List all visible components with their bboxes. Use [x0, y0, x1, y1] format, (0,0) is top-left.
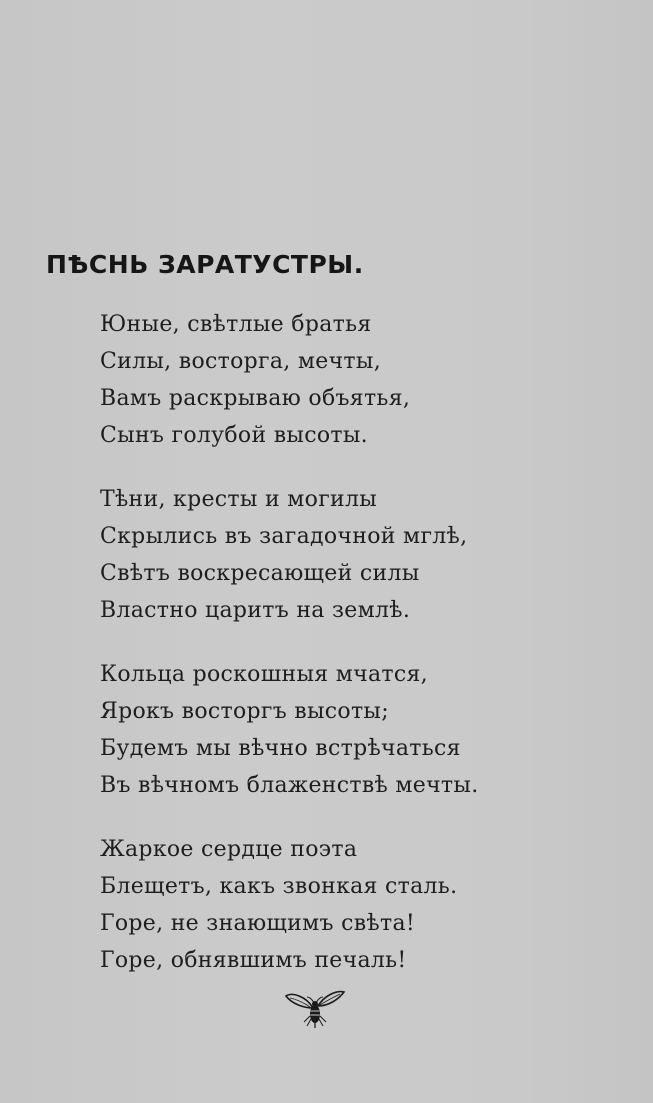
bee-vignette-icon	[282, 988, 348, 1030]
poem-line: Кольца роскошныя мчатся,	[100, 662, 428, 687]
poem-line: Жаркое сердце поэта	[100, 837, 358, 862]
poem-line: Ярокъ восторгъ высоты;	[100, 699, 389, 724]
poem-line: Вамъ раскрываю объятья,	[100, 386, 411, 411]
poem-body	[100, 306, 620, 1006]
stanza-3	[100, 656, 620, 804]
stanza-2	[100, 481, 620, 629]
stanza-1	[100, 306, 620, 454]
poem-line: Горе, не знающимъ свѣта!	[100, 911, 416, 936]
poem-line: Юные, свѣтлые братья	[100, 312, 372, 337]
poem-line: Будемъ мы вѣчно встрѣчаться	[100, 736, 461, 761]
poem-line: Скрылись въ загадочной мглѣ,	[100, 524, 468, 549]
poem-line: Свѣтъ воскресающей силы	[100, 561, 420, 586]
poem-line: Властно царитъ на землѣ.	[100, 598, 411, 623]
stanza-4	[100, 831, 620, 979]
poem-line: Сынъ голубой высоты.	[100, 423, 368, 448]
poem-line: Тѣни, кресты и могилы	[100, 487, 378, 512]
poem-line: Горе, обнявшимъ печаль!	[100, 948, 407, 973]
poem-line: Блещетъ, какъ звонкая сталь.	[100, 874, 458, 899]
poem-line: Въ вѣчномъ блаженствѣ мечты.	[100, 773, 479, 798]
poem-line: Силы, восторга, мечты,	[100, 349, 381, 374]
poem-title: ПѢСНЬ ЗАРАТУСТРЫ.	[46, 250, 364, 279]
